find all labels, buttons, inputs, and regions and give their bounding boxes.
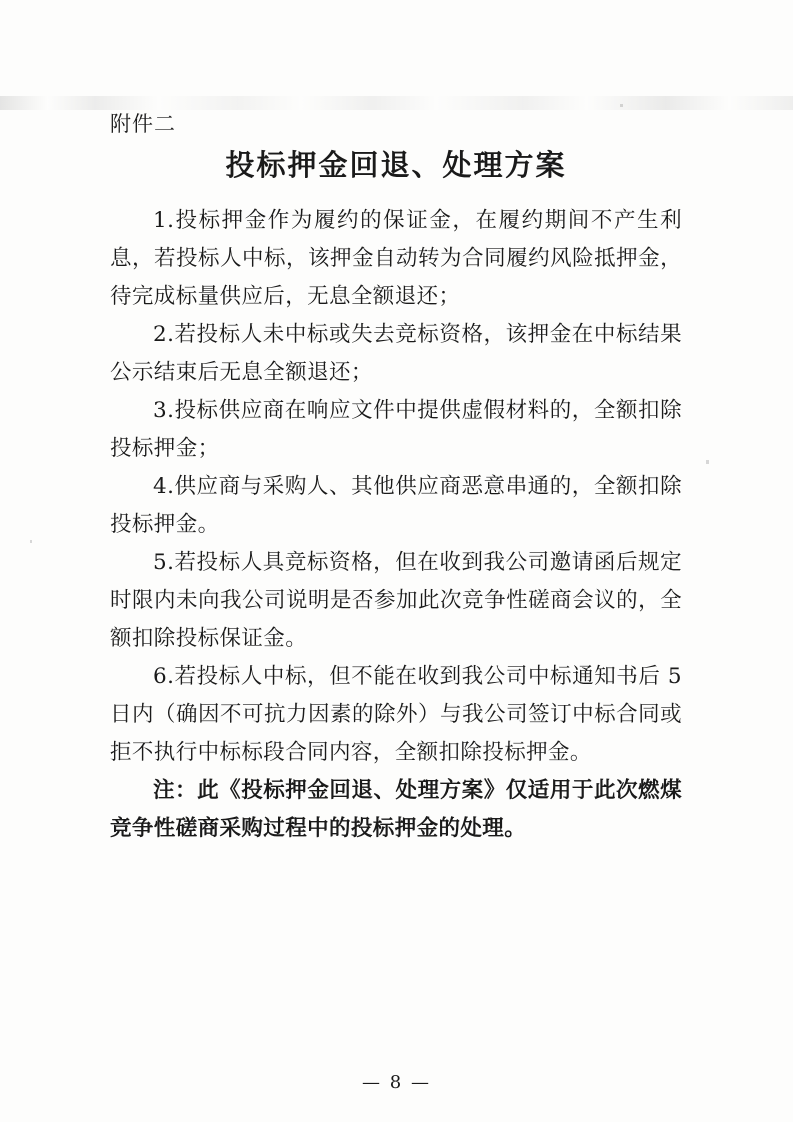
- paragraph-6: 6.若投标人中标，但不能在收到我公司中标通知书后 5 日内（确因不可抗力因素的除外）与我公司签订中标合同或拒不执行中标标段合同内容，全额扣除投标押金。: [110, 664, 682, 766]
- scan-artifact-band: [0, 96, 793, 110]
- scan-speck: [706, 460, 709, 464]
- paragraph-3: 3.投标供应商在响应文件中提供虚假材料的，全额扣除投标押金；: [110, 398, 682, 462]
- attachment-label: 附件二: [110, 112, 176, 136]
- paragraph-1: 1.投标押金作为履约的保证金，在履约期间不产生利息，若投标人中标，该押金自动转为合同履约风险抵押金，待完成标量供应后，无息全额退还；: [110, 208, 682, 310]
- scan-speck: [620, 104, 623, 107]
- page-title: 投标押金回退、处理方案: [225, 148, 567, 183]
- note-paragraph: 注：此《投标押金回退、处理方案》仅适用于此次燃煤竞争性磋商采购过程中的投标押金的处理。: [110, 778, 682, 842]
- paragraph-2: 2.若投标人未中标或失去竞标资格，该押金在中标结果公示结束后无息全额退还；: [110, 322, 682, 386]
- page-number: — 8 —: [362, 1072, 431, 1093]
- document-body: [110, 112, 682, 848]
- paragraph-5: 5.若投标人具竞标资格，但在收到我公司邀请函后规定时限内未向我公司说明是否参加此次竞争性磋商会议的，全额扣除投标保证金。: [110, 550, 682, 652]
- paragraph-4: 4.供应商与采购人、其他供应商恶意串通的，全额扣除投标押金。: [110, 474, 682, 538]
- scan-speck: [30, 540, 32, 543]
